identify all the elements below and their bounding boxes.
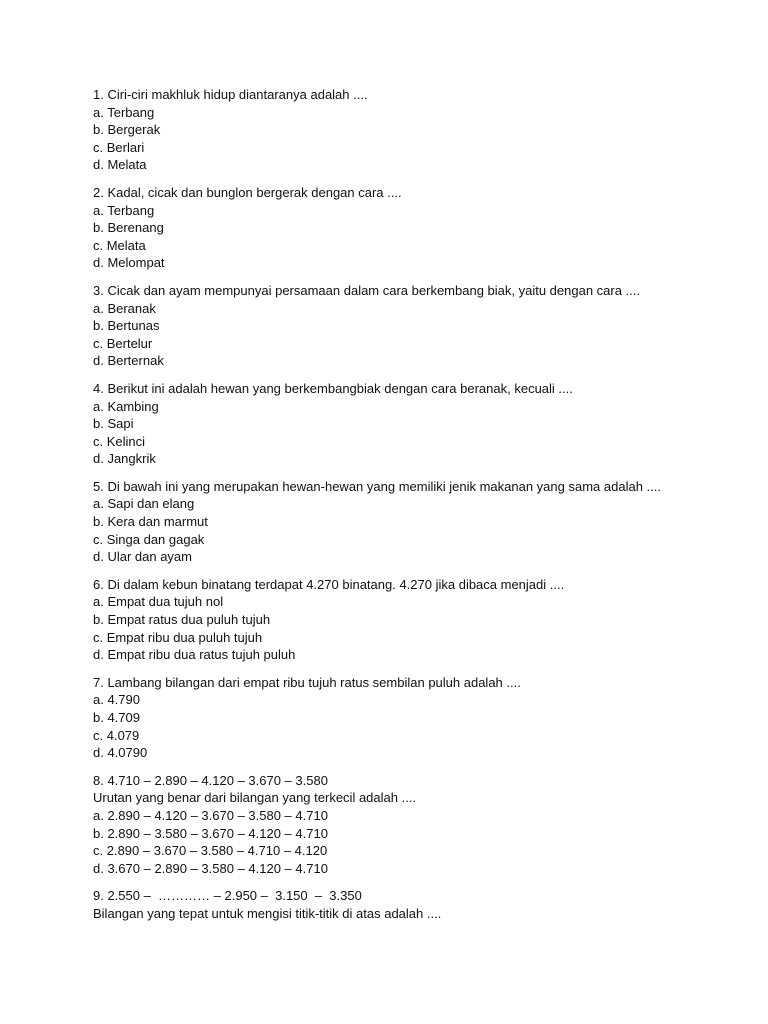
question-3 (93, 282, 733, 370)
answer-option: d. 4.0790 (93, 745, 148, 761)
answer-option: d. Jangkrik (93, 451, 156, 467)
question-text: 8. 4.710 – 2.890 – 4.120 – 3.670 – 3.580 (93, 772, 328, 788)
answer-option: a. Sapi dan elang (93, 496, 195, 512)
question-text: 3. Cicak dan ayam mempunyai persamaan dalam cara berkembang biak, yaitu dengan cara .... (93, 282, 641, 298)
answer-option: b. Bergerak (93, 122, 161, 138)
answer-option: a. 2.890 – 4.120 – 3.670 – 3.580 – 4.710 (93, 807, 328, 823)
question-text: 2. Kadal, cicak dan bunglon bergerak dengan cara .... (93, 184, 402, 200)
question-text: 7. Lambang bilangan dari empat ribu tujuh ratus sembilan puluh adalah .... (93, 674, 521, 690)
question-instruction: Urutan yang benar dari bilangan yang terkecil adalah .... (93, 790, 417, 806)
answer-option: d. Ular dan ayam (93, 549, 192, 565)
question-list (93, 86, 733, 933)
answer-option: a. Terbang (93, 202, 155, 218)
question-text: 4. Berikut ini adalah hewan yang berkembangbiak dengan cara beranak, kecuali .... (93, 380, 573, 396)
question-9 (93, 887, 733, 922)
question-5 (93, 478, 733, 566)
question-7 (93, 674, 733, 762)
answer-option: d. Melata (93, 157, 147, 173)
question-instruction: Bilangan yang tepat untuk mengisi titik-titik di atas adalah .... (93, 905, 442, 921)
answer-option: c. Singa dan gagak (93, 531, 205, 547)
question-text: 9. 2.550 – ………… – 2.950 – 3.150 – 3.350 (93, 888, 362, 904)
answer-option: d. 3.670 – 2.890 – 3.580 – 4.120 – 4.710 (93, 860, 328, 876)
question-text: 1. Ciri-ciri makhluk hidup diantaranya adalah .... (93, 87, 368, 102)
answer-option: c. Kelinci (93, 433, 146, 449)
question-4 (93, 380, 733, 468)
answer-option: a. Terbang (93, 104, 155, 120)
question-8 (93, 772, 733, 878)
answer-option: c. Berlari (93, 139, 145, 155)
answer-option: b. Bertunas (93, 318, 160, 334)
answer-option: d. Empat ribu dua ratus tujuh puluh (93, 647, 296, 663)
answer-option: c. Bertelur (93, 335, 153, 351)
question-6 (93, 576, 733, 664)
answer-option: a. Beranak (93, 300, 156, 316)
answer-option: a. Empat dua tujuh nol (93, 594, 224, 610)
answer-option: b. Sapi (93, 416, 134, 432)
answer-option: c. Empat ribu dua puluh tujuh (93, 629, 263, 645)
question-1 (93, 86, 733, 174)
answer-option: b. 4.709 (93, 710, 140, 725)
answer-option: c. 4.079 (93, 727, 140, 743)
answer-option: a. 4.790 (93, 692, 140, 708)
question-2 (93, 184, 733, 272)
answer-option: b. Berenang (93, 220, 164, 236)
answer-option: b. Empat ratus dua puluh tujuh (93, 612, 271, 628)
answer-option: d. Melompat (93, 255, 165, 271)
answer-option: b. 2.890 – 3.580 – 3.670 – 4.120 – 4.710 (93, 825, 328, 841)
answer-option: c. Melata (93, 237, 146, 253)
answer-option: c. 2.890 – 3.670 – 3.580 – 4.710 – 4.120 (93, 843, 328, 859)
question-text: 6. Di dalam kebun binatang terdapat 4.270 binatang. 4.270 jika dibaca menjadi .... (93, 576, 565, 592)
question-text: 5. Di bawah ini yang merupakan hewan-hewan yang memiliki jenik makanan yang sama adalah .... (93, 478, 661, 494)
answer-option: d. Berternak (93, 353, 164, 369)
answer-option: a. Kambing (93, 398, 159, 414)
answer-option: b. Kera dan marmut (93, 514, 208, 530)
